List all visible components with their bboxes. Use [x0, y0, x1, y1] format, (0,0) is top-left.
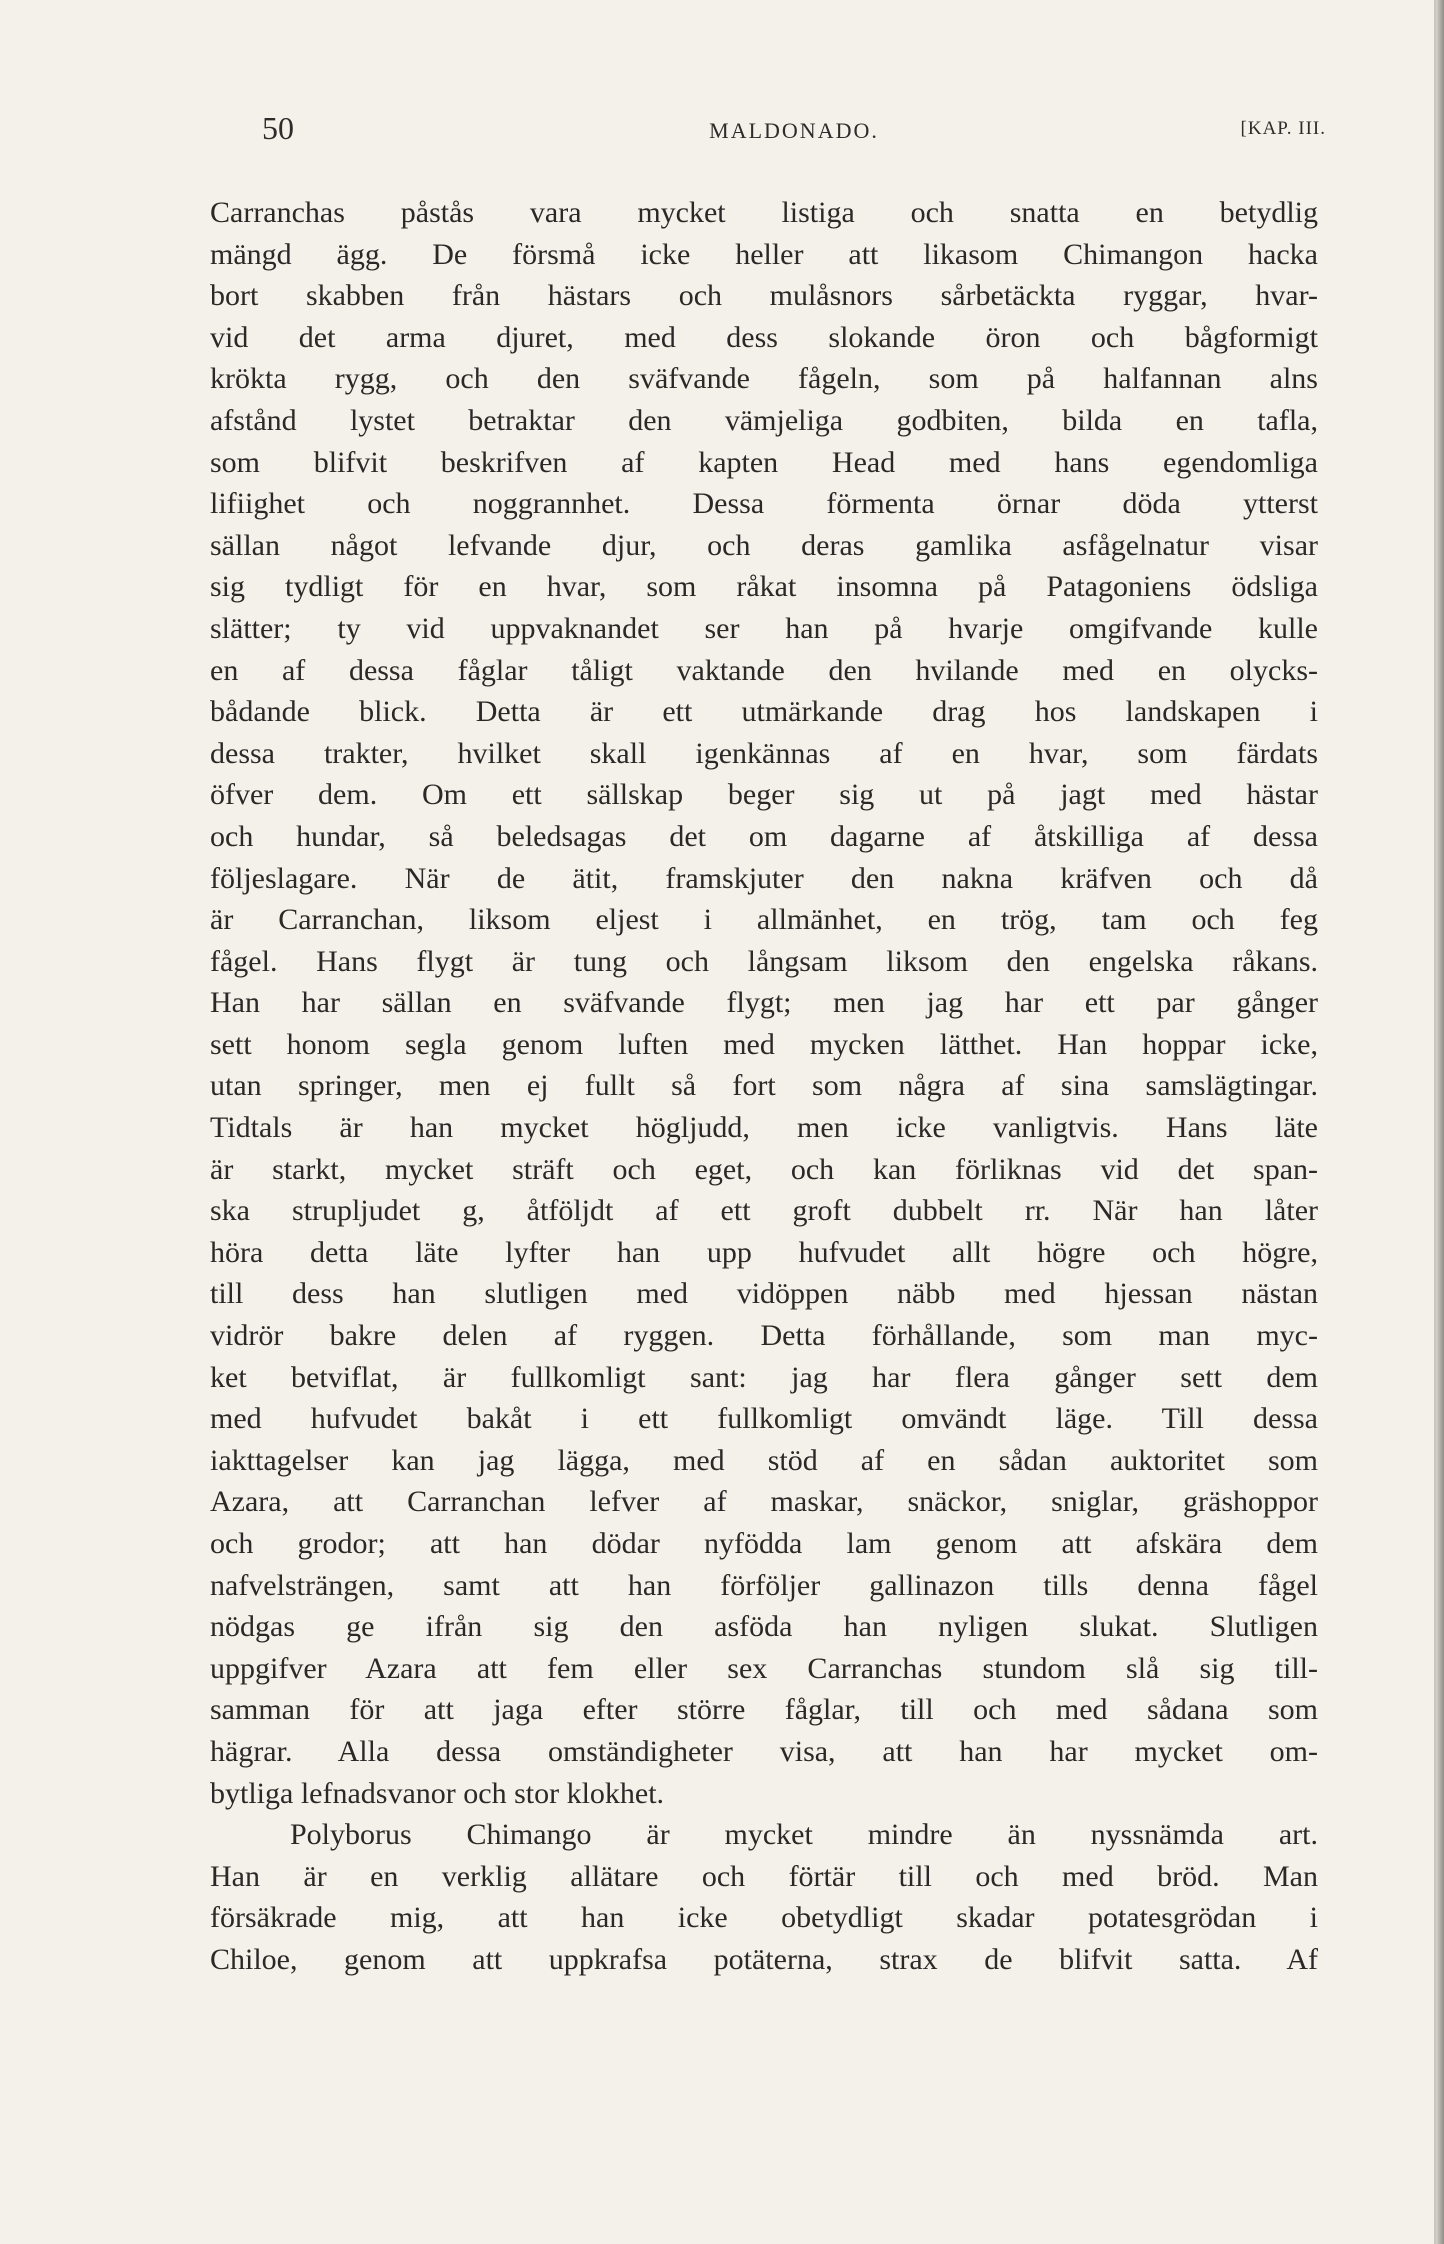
text-line: försäkrade mig, att han icke obetydligt skadar potatesgrödan i — [210, 1901, 1318, 1935]
text-line: ket betviflat, är fullkomligt sant: jag har flera gånger sett dem — [210, 1360, 1318, 1394]
text-line: en af dessa fåglar tåligt vaktande den hvilande med en olycks- — [210, 653, 1318, 687]
text-line: vidrör bakre delen af ryggen. Detta förhållande, som man myc- — [210, 1319, 1318, 1353]
text-line: som blifvit beskrifven af kapten Head med hans egendomliga — [210, 445, 1318, 479]
text-line: Chiloe, genom att uppkrafsa potäterna, strax de blifvit satta. Af — [210, 1942, 1318, 1976]
text-line: öfver dem. Om ett sällskap beger sig ut på jagt med hästar — [210, 778, 1318, 812]
text-line: är Carranchan, liksom eljest i allmänhet, en trög, tam och feg — [210, 903, 1318, 937]
text-line: ska strupljudet g, åtföljdt af ett groft dubbelt rr. När han låter — [210, 1194, 1318, 1228]
page-number: 50 — [262, 110, 294, 146]
text-line: Tidtals är han mycket högljudd, men icke vanligtvis. Hans läte — [210, 1111, 1318, 1145]
text-line: nödgas ge ifrån sig den asföda han nyligen slukat. Slutligen — [210, 1610, 1318, 1644]
text-line: bytliga lefnadsvanor och stor klokhet. — [210, 1776, 665, 1810]
text-line: Carranchas påstås vara mycket listiga och snatta en betydlig — [210, 196, 1318, 229]
text-line: dessa trakter, hvilket skall igenkännas af en hvar, som färdats — [210, 736, 1318, 770]
text-line: sett honom segla genom luften med mycken lätthet. Han hoppar icke, — [210, 1027, 1318, 1061]
text-line: nafvelsträngen, samt att han förföljer gallinazon tills denna fågel — [210, 1568, 1318, 1602]
text-line: sällan något lefvande djur, och deras gamlika asfågelnatur visar — [210, 528, 1318, 562]
text-line: bådande blick. Detta är ett utmärkande drag hos landskapen i — [210, 695, 1318, 729]
text-line: är starkt, mycket sträft och eget, och kan förliknas vid det span- — [210, 1152, 1318, 1186]
text-line: sig tydligt för en hvar, som råkat insomna på Patagoniens ödsliga — [210, 570, 1318, 604]
text-line: afstånd lystet betraktar den vämjeliga godbiten, bilda en tafla, — [210, 403, 1318, 437]
text-line: Polyborus Chimango är mycket mindre än nyssnämda art. — [290, 1818, 1318, 1852]
text-line: krökta rygg, och den sväfvande fågeln, som på halfannan alns — [210, 362, 1318, 396]
text-line: Han är en verklig allätare och förtär till och med bröd. Man — [210, 1859, 1318, 1893]
text-line: mängd ägg. De försmå icke heller att likasom Chimangon hacka — [210, 237, 1318, 271]
text-line: och grodor; att han dödar nyfödda lam genom att afskära dem — [210, 1527, 1318, 1560]
chapter-reference: [KAP. III. — [1240, 118, 1326, 139]
text-line: höra detta läte lyfter han upp hufvudet allt högre och högre, — [210, 1235, 1318, 1269]
running-head: MALDONADO. — [709, 118, 879, 143]
text-line: vid det arma djuret, med dess slokande öron och bågformigt — [210, 320, 1318, 354]
text-line: lifiighet och noggrannhet. Dessa förmenta örnar döda ytterst — [210, 487, 1318, 521]
text-line: hägrar. Alla dessa omständigheter visa, att han har mycket om- — [210, 1734, 1318, 1768]
text-line: Azara, att Carranchan lefver af maskar, snäckor, sniglar, gräshoppor — [210, 1485, 1318, 1519]
text-line: utan springer, men ej fullt så fort som några af sina samslägtingar. — [210, 1069, 1318, 1103]
page-edge-shadow — [1436, 0, 1444, 2244]
text-line: till dess han slutligen med vidöppen näbb med hjessan nästan — [210, 1277, 1318, 1311]
body-text — [210, 192, 1318, 1981]
text-line: slätter; ty vid uppvaknandet ser han på hvarje omgifvande kulle — [210, 611, 1318, 645]
text-line: uppgifver Azara att fem eller sex Carranchas stundom slå sig till- — [210, 1651, 1318, 1685]
text-line: bort skabben från hästars och mulåsnors sårbetäckta ryggar, hvar- — [210, 279, 1318, 313]
text-line: samman för att jaga efter större fåglar, till och med sådana som — [210, 1693, 1318, 1727]
text-line: iakttagelser kan jag lägga, med stöd af en sådan auktoritet som — [210, 1443, 1318, 1477]
page-header — [262, 110, 1326, 150]
text-line: Han har sällan en sväfvande flygt; men jag har ett par gånger — [210, 986, 1318, 1020]
text-line: följeslagare. När de ätit, framskjuter den nakna kräfven och då — [210, 861, 1318, 895]
text-line: fågel. Hans flygt är tung och långsam liksom den engelska råkans. — [210, 944, 1318, 978]
text-line: med hufvudet bakåt i ett fullkomligt omvändt läge. Till dessa — [210, 1402, 1318, 1436]
text-line: och hundar, så beledsagas det om dagarne af åtskilliga af dessa — [210, 819, 1318, 853]
